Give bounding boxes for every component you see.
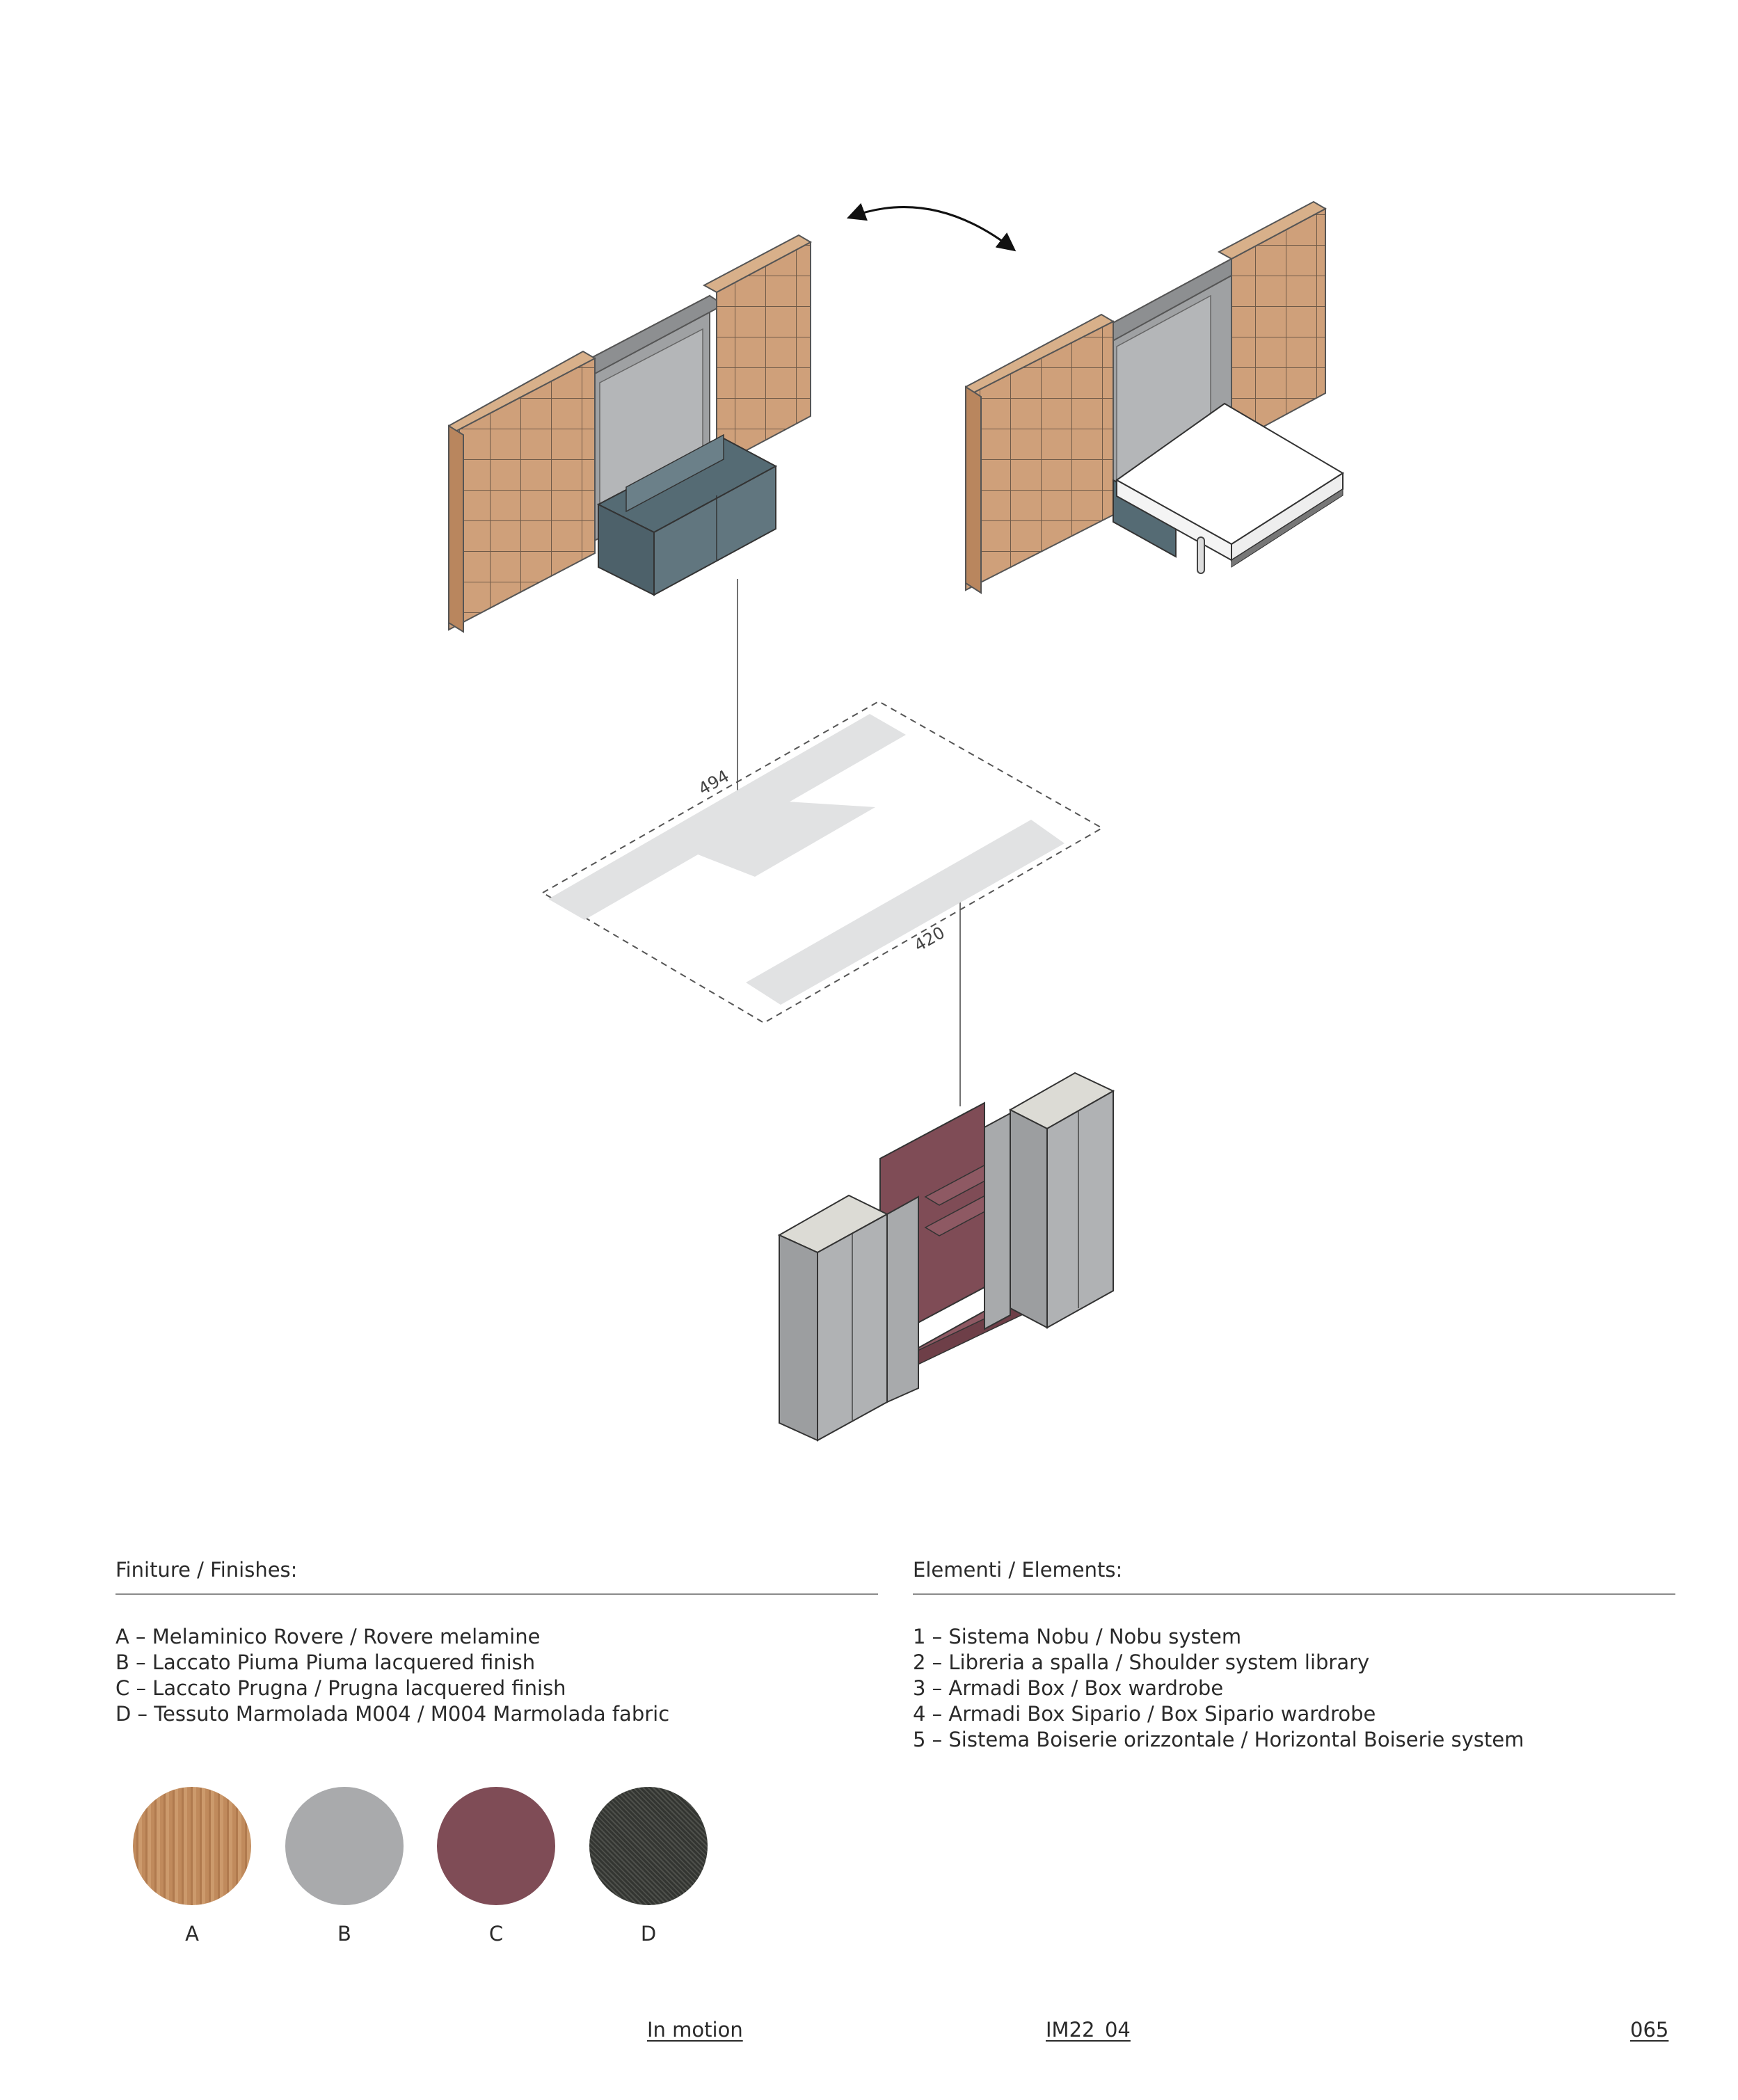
element-item-5: 5 – Sistema Boiserie orizzontale / Horizontal Boiserie system — [913, 1728, 1524, 1751]
swatch-b-piuma — [285, 1787, 404, 1905]
footer-page-number[interactable]: 065 — [1630, 2018, 1669, 2042]
nobu-system-sofa-configuration — [449, 235, 811, 632]
floor-plan-footprint — [543, 701, 1102, 1023]
element-item-3: 3 – Armadi Box / Box wardrobe — [913, 1676, 1224, 1700]
swatch-label-d: D — [640, 1922, 657, 1946]
elements-title: Elementi / Elements: — [913, 1556, 1675, 1595]
depth-dimension-label: 420 — [911, 923, 948, 956]
element-item-4: 4 – Armadi Box Sipario / Box Sipario wardrobe — [913, 1702, 1376, 1726]
finish-item-a: A – Melaminico Rovere / Rovere melamine — [115, 1625, 541, 1648]
swatch-a-rovere — [133, 1787, 251, 1905]
elements-list — [913, 1624, 1675, 1753]
box-wardrobe-unit — [779, 1073, 1113, 1440]
finishes-section — [115, 1556, 878, 1727]
width-dimension-label: 494 — [695, 766, 733, 800]
swatch-label-b: B — [337, 1922, 351, 1946]
finish-item-d: D – Tessuto Marmolada M004 / M004 Marmolada fabric — [115, 1702, 670, 1726]
finish-item-c: C – Laccato Prugna / Prugna lacquered finish — [115, 1676, 566, 1700]
elements-section — [913, 1556, 1675, 1753]
swatch-c-prugna — [437, 1787, 555, 1905]
nobu-system-bed-configuration — [966, 202, 1343, 593]
finishes-title: Finiture / Finishes: — [115, 1556, 878, 1595]
swatch-label-a: A — [185, 1922, 199, 1946]
transform-arrow-icon — [850, 207, 1013, 249]
footer-code-link[interactable]: IM22_04 — [1046, 2018, 1131, 2042]
footer-section-link[interactable]: In motion — [647, 2018, 743, 2042]
swatch-label-c: C — [488, 1922, 504, 1946]
finish-item-b: B – Laccato Piuma Piuma lacquered finish — [115, 1650, 536, 1674]
swatch-d-marmolada — [589, 1787, 708, 1905]
element-item-2: 2 – Libreria a spalla / Shoulder system library — [913, 1650, 1370, 1674]
finishes-list — [115, 1624, 878, 1727]
element-item-1: 1 – Sistema Nobu / Nobu system — [913, 1625, 1242, 1648]
